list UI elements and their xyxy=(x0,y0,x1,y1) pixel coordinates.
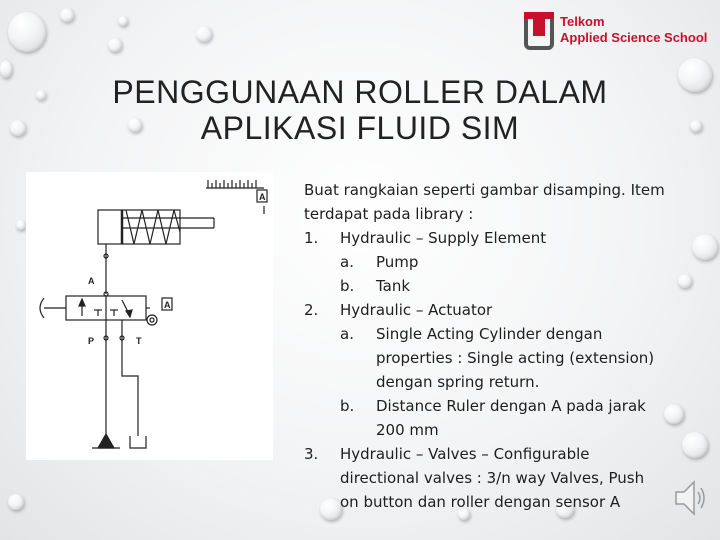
sub-item-2a-cont: dengan spring return. xyxy=(376,373,540,391)
return-spring xyxy=(126,210,180,244)
sub-letter: a. xyxy=(340,253,354,271)
water-drop xyxy=(196,26,212,42)
sub-item-2a xyxy=(304,322,704,346)
list-text: Hydraulic – Supply Element xyxy=(340,229,547,247)
water-drop xyxy=(60,8,74,22)
sub-text: Pump xyxy=(376,253,419,271)
sub-letter: b. xyxy=(340,397,355,415)
hydraulic-circuit-diagram xyxy=(26,172,273,460)
tank-icon xyxy=(130,436,146,448)
title-line-1: PENGGUNAAN ROLLER DALAM xyxy=(112,74,608,110)
port-label-t: T xyxy=(136,336,142,346)
list-text: Hydraulic – Actuator xyxy=(340,301,493,319)
instructions xyxy=(304,178,704,514)
telkom-logo xyxy=(524,10,714,54)
sub-letter: a. xyxy=(340,325,354,343)
water-drop xyxy=(690,120,702,132)
slide-title xyxy=(60,74,660,146)
sub-item-1a xyxy=(304,250,704,274)
list-item-3-cont: directional valves : 3/n way Valves, Push xyxy=(340,469,645,487)
valve-arrow-left xyxy=(79,299,85,306)
list-item-3 xyxy=(304,442,704,466)
ruler-ticks xyxy=(208,180,256,188)
water-drop xyxy=(8,12,46,52)
list-text: Hydraulic – Valves – Configurable xyxy=(340,445,590,463)
water-drop xyxy=(678,58,712,92)
list-item-3-cont: on button dan roller dengan sensor A xyxy=(340,493,621,511)
valve-sensor-label-a: A xyxy=(164,300,171,310)
list-number: 2. xyxy=(304,301,319,319)
title-line-2: APLIKASI FLUID SIM xyxy=(200,110,520,146)
port-label-a: A xyxy=(88,276,95,286)
list-item-2 xyxy=(304,298,704,322)
water-drop xyxy=(36,90,46,100)
port-label-p: P xyxy=(88,336,95,346)
ruler-label-a: A xyxy=(259,192,266,202)
water-drop xyxy=(8,494,24,510)
pump-icon xyxy=(98,434,114,448)
water-drop xyxy=(0,60,12,78)
water-drop xyxy=(108,38,122,52)
speaker-icon[interactable] xyxy=(672,478,708,518)
water-drop xyxy=(10,120,26,136)
roller-icon xyxy=(147,315,157,325)
valve-arrow-right xyxy=(126,310,132,317)
list-item-1 xyxy=(304,226,704,250)
list-number: 3. xyxy=(304,445,319,463)
roller-hub xyxy=(150,318,154,322)
sub-text: Distance Ruler dengan A pada jarak xyxy=(376,397,646,415)
sub-item-2b-cont: 200 mm xyxy=(376,421,439,439)
sub-item-2a-cont: properties : Single acting (extension) xyxy=(376,349,655,367)
logo-line-1: Telkom xyxy=(560,14,605,29)
logo-line-2: Applied Science School xyxy=(560,30,708,45)
sub-item-2b xyxy=(304,394,704,418)
sub-letter: b. xyxy=(340,277,355,295)
intro-line-1: Buat rangkaian seperti gambar disamping. Item xyxy=(304,181,665,199)
sub-item-1b xyxy=(304,274,704,298)
push-button-icon xyxy=(40,298,44,318)
list-number: 1. xyxy=(304,229,319,247)
telkom-logo-icon xyxy=(524,12,554,50)
sub-text: Tank xyxy=(376,277,411,295)
water-drop xyxy=(118,16,128,26)
intro-line-2: terdapat pada library : xyxy=(304,205,474,223)
circuit-svg xyxy=(26,172,273,460)
water-drop xyxy=(16,220,26,230)
sub-text: Single Acting Cylinder dengan xyxy=(376,325,603,343)
